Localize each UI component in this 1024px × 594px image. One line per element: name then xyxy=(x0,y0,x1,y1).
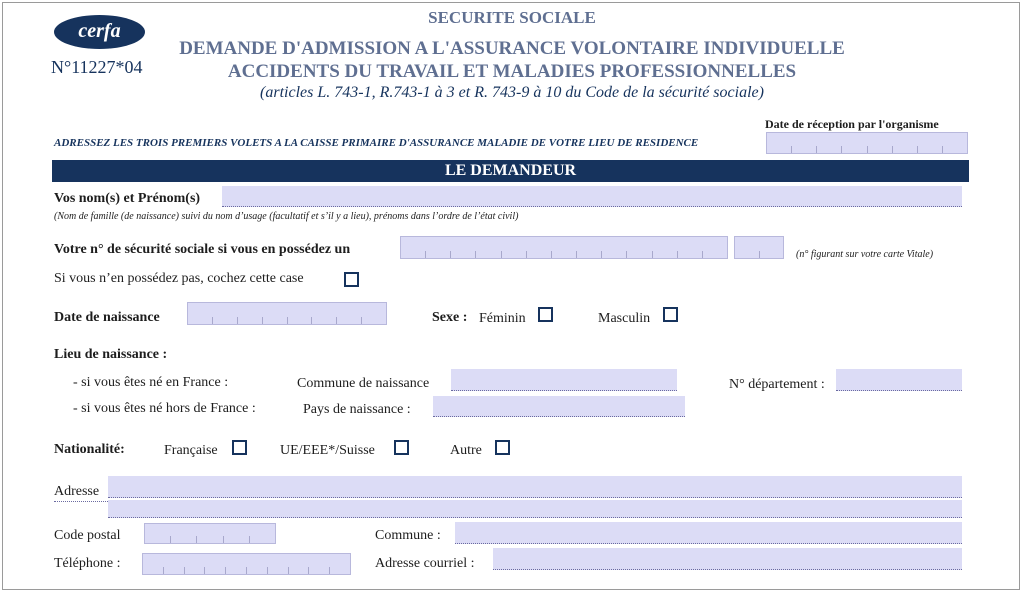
name-note: (Nom de famille (de naissance) suivi du nom d’usage (facultatif et s’il y a lieu), prénoms dans l’ordre de l’état civil) xyxy=(54,211,519,222)
email-input[interactable] xyxy=(493,548,962,570)
phone-input[interactable] xyxy=(142,553,351,575)
nationality-label: Nationalité: xyxy=(54,442,125,457)
header-title-1: SECURITE SOCIALE xyxy=(428,8,596,27)
header-legal-ref: (articles L. 743-1, R.743-1 à 3 et R. 743-9 à 10 du Code de la sécurité sociale) xyxy=(260,84,764,101)
nat-french-label: Française xyxy=(164,443,218,458)
no-ssn-label: Si vous n’en possédez pas, cochez cette case xyxy=(54,271,304,286)
phone-label: Téléphone : xyxy=(54,556,121,571)
born-france-label: - si vous êtes né en France : xyxy=(73,375,229,390)
sex-male-checkbox[interactable] xyxy=(663,307,678,322)
birthplace-label: Lieu de naissance : xyxy=(54,347,168,362)
country-birth-label: Pays de naissance : xyxy=(303,402,411,417)
nat-other-checkbox[interactable] xyxy=(495,440,510,455)
header-title-3: ACCIDENTS DU TRAVAIL ET MALADIES PROFESSIONNELLES xyxy=(227,61,797,82)
cerfa-logo: cerfa xyxy=(54,15,145,49)
name-label: Vos nom(s) et Prénom(s) xyxy=(54,191,201,206)
address-label: Adresse xyxy=(54,484,100,499)
commune-birth-input[interactable] xyxy=(451,369,677,391)
address-line-1-input[interactable] xyxy=(108,476,962,498)
nat-french-checkbox[interactable] xyxy=(232,440,247,455)
country-birth-input[interactable] xyxy=(433,396,685,417)
nat-eu-label: UE/EEE*/Suisse xyxy=(280,443,375,458)
nat-eu-checkbox[interactable] xyxy=(394,440,409,455)
sex-female-checkbox[interactable] xyxy=(538,307,553,322)
ssn-note: (n° figurant sur votre carte Vitale) xyxy=(796,249,934,260)
name-input[interactable] xyxy=(222,186,962,207)
dob-label: Date de naissance xyxy=(54,310,160,325)
address-dotted-rule xyxy=(54,501,108,502)
sex-male-label: Masculin xyxy=(598,311,651,326)
commune-birth-label: Commune de naissance xyxy=(297,376,430,391)
address-line-2-input[interactable] xyxy=(108,500,962,518)
form-number: N°11227*04 xyxy=(51,57,143,77)
postcode-label: Code postal xyxy=(54,528,121,543)
sex-female-label: Féminin xyxy=(479,311,526,326)
born-abroad-label: - si vous êtes né hors de France : xyxy=(73,401,256,416)
section-banner: LE DEMANDEUR xyxy=(52,160,969,182)
sex-label: Sexe : xyxy=(432,310,468,325)
nat-other-label: Autre xyxy=(450,443,482,458)
header-title-2: DEMANDE D'ADMISSION A L'ASSURANCE VOLONTAIRE INDIVIDUELLE xyxy=(179,38,845,59)
email-label: Adresse courriel : xyxy=(375,556,475,571)
department-label: N° département : xyxy=(729,377,825,392)
ssn-input[interactable] xyxy=(400,236,728,259)
reception-date-input[interactable] xyxy=(766,132,968,154)
dob-input[interactable] xyxy=(187,302,387,325)
postcode-input[interactable] xyxy=(144,523,276,544)
department-input[interactable] xyxy=(836,369,962,391)
no-ssn-checkbox[interactable] xyxy=(344,272,359,287)
reception-date-label: Date de réception par l'organisme xyxy=(765,117,939,131)
ssn-label: Votre n° de sécurité sociale si vous en possédez un xyxy=(54,242,351,257)
commune-input[interactable] xyxy=(455,522,962,544)
address-instruction: ADRESSEZ LES TROIS PREMIERS VOLETS A LA CAISSE PRIMAIRE D'ASSURANCE MALADIE DE VOTRE LIEU DE RESIDENCE xyxy=(54,137,699,149)
commune-label: Commune : xyxy=(375,528,441,543)
ssn-key-input[interactable] xyxy=(734,236,784,259)
